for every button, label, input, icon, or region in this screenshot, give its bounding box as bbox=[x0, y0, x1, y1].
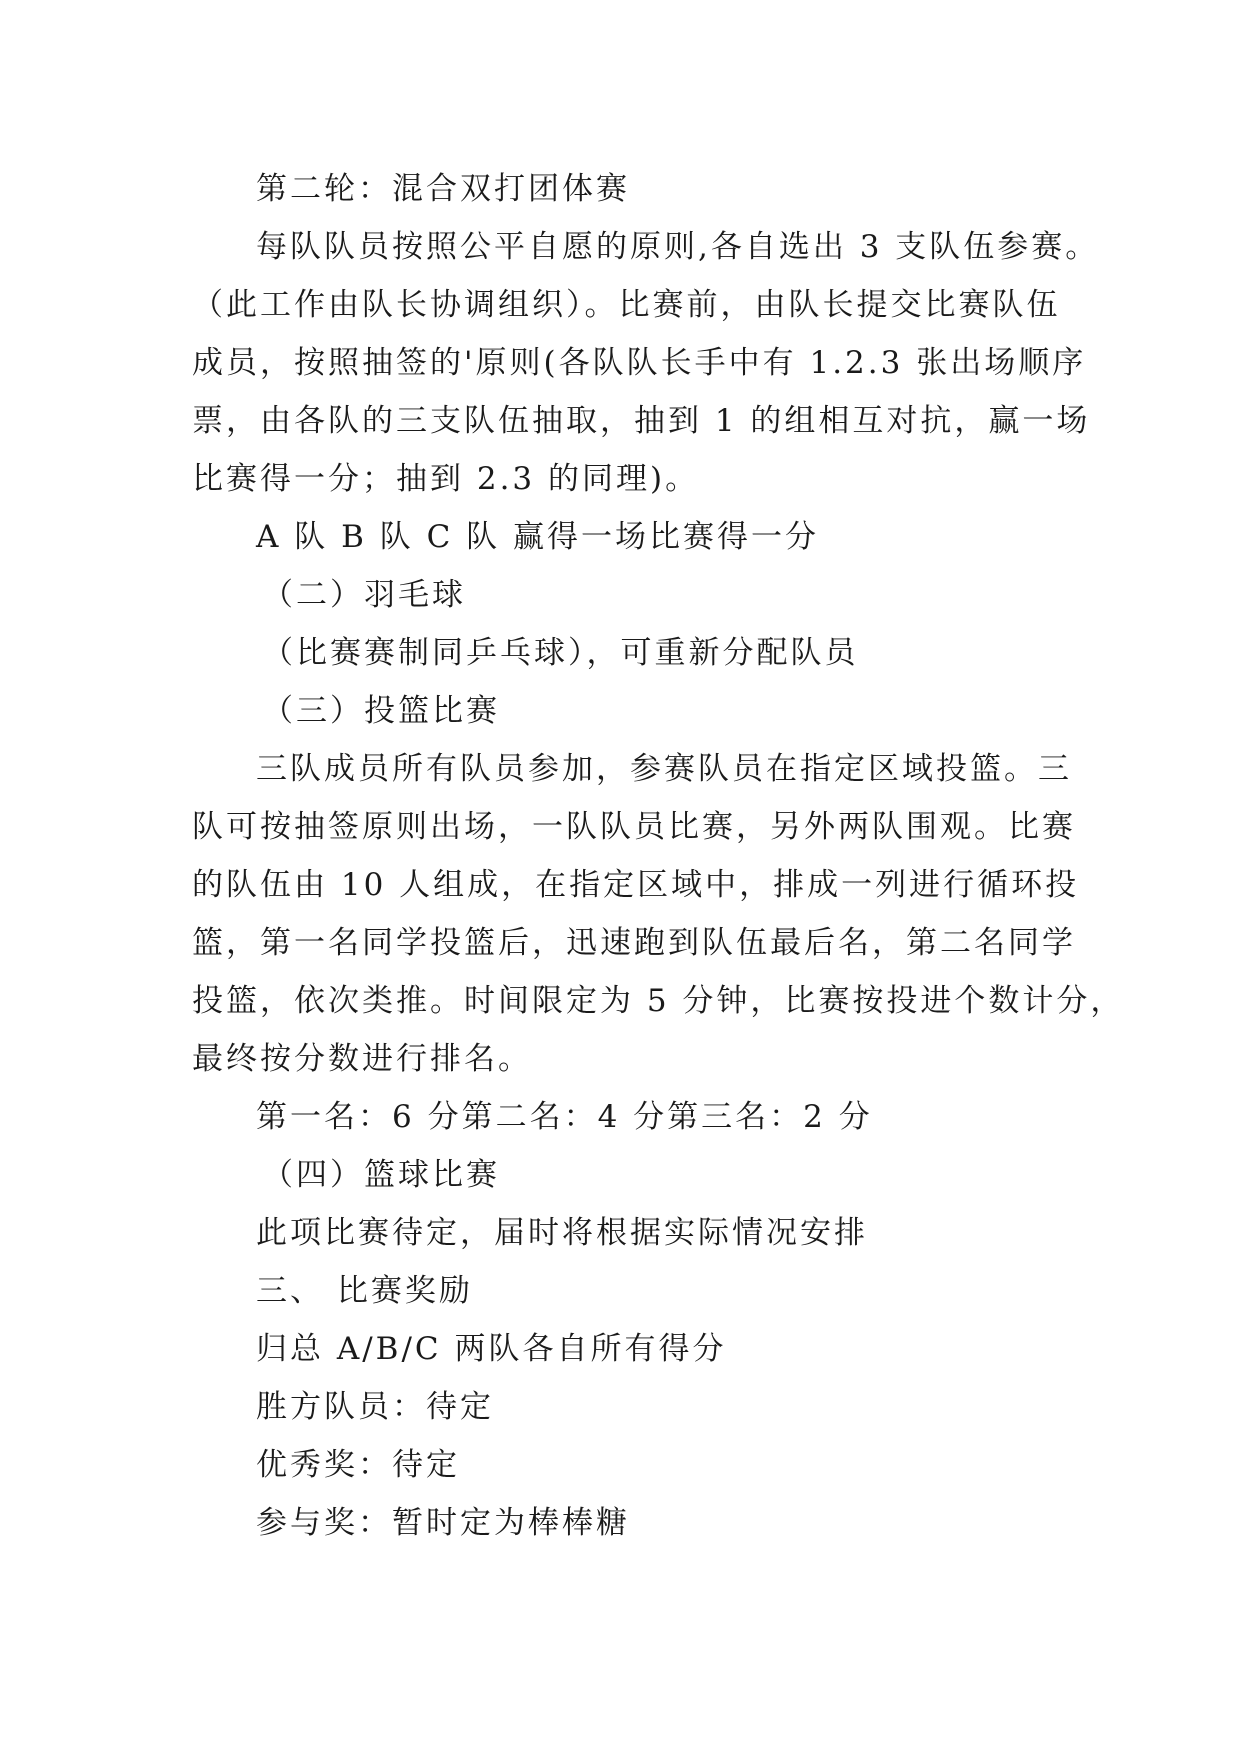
round-two-para-line: 比赛得一分；抽到 2.3 的同理)。 bbox=[192, 461, 700, 497]
badminton-heading: （二）羽毛球 bbox=[262, 577, 466, 613]
shooting-section bbox=[192, 682, 1125, 1146]
shooting-para-line: 的队伍由 10 人组成，在指定区域中，排成一列进行循环投 bbox=[192, 867, 1080, 903]
awards-summary: 归总 A/B/C 两队各自所有得分 bbox=[256, 1331, 727, 1367]
shooting-para-line: 队可按抽签原则出场，一队队员比赛，另外两队围观。比赛 bbox=[192, 809, 1076, 845]
shooting-para-line: 篮，第一名同学投篮后，迅速跑到队伍最后名，第二名同学 bbox=[192, 925, 1076, 961]
awards-section bbox=[192, 1262, 1052, 1552]
badminton-section bbox=[192, 566, 1052, 682]
round-two-para-line: 每队队员按照公平自愿的原则,各自选出 3 支队伍参赛。 bbox=[256, 229, 1100, 265]
awards-heading: 三、 比赛奖励 bbox=[256, 1273, 473, 1309]
basketball-section bbox=[192, 1146, 1052, 1262]
round-two-para-line: （此工作由队长协调组织）。比赛前，由队长提交比赛队伍 bbox=[192, 287, 1061, 323]
teams-line: A 队 B 队 C 队 赢得一场比赛得一分 bbox=[256, 519, 820, 555]
round-two-para-line: 票，由各队的三支队伍抽取，抽到 1 的组相互对抗，赢一场 bbox=[192, 403, 1091, 439]
basketball-heading: （四）篮球比赛 bbox=[262, 1157, 500, 1193]
round-two-heading: 第二轮：混合双打团体赛 bbox=[256, 171, 630, 207]
badminton-note: （比赛赛制同乒乓球），可重新分配队员 bbox=[262, 635, 859, 671]
shooting-heading: （三）投篮比赛 bbox=[262, 693, 500, 729]
shooting-para-line: 三队成员所有队员参加，参赛队员在指定区域投篮。三 bbox=[256, 751, 1072, 787]
document-body bbox=[192, 160, 1125, 1552]
basketball-note: 此项比赛待定，届时将根据实际情况安排 bbox=[256, 1215, 868, 1251]
shooting-para-line: 最终按分数进行排名。 bbox=[192, 1041, 532, 1077]
winner-award: 胜方队员：待定 bbox=[256, 1389, 494, 1425]
round-two-para-line: 成员，按照抽签的'原则(各队队长手中有 1.2.3 张出场顺序 bbox=[192, 345, 1087, 381]
shooting-para-line: 投篮，依次类推。时间限定为 5 分钟，比赛按投进个数计分， bbox=[192, 983, 1125, 1019]
round-two-section bbox=[192, 160, 1100, 566]
participation-award: 参与奖：暂时定为棒棒糖 bbox=[256, 1505, 630, 1541]
ranking-scores: 第一名：6 分第二名：4 分第三名：2 分 bbox=[256, 1099, 873, 1135]
excellence-award: 优秀奖：待定 bbox=[256, 1447, 460, 1483]
